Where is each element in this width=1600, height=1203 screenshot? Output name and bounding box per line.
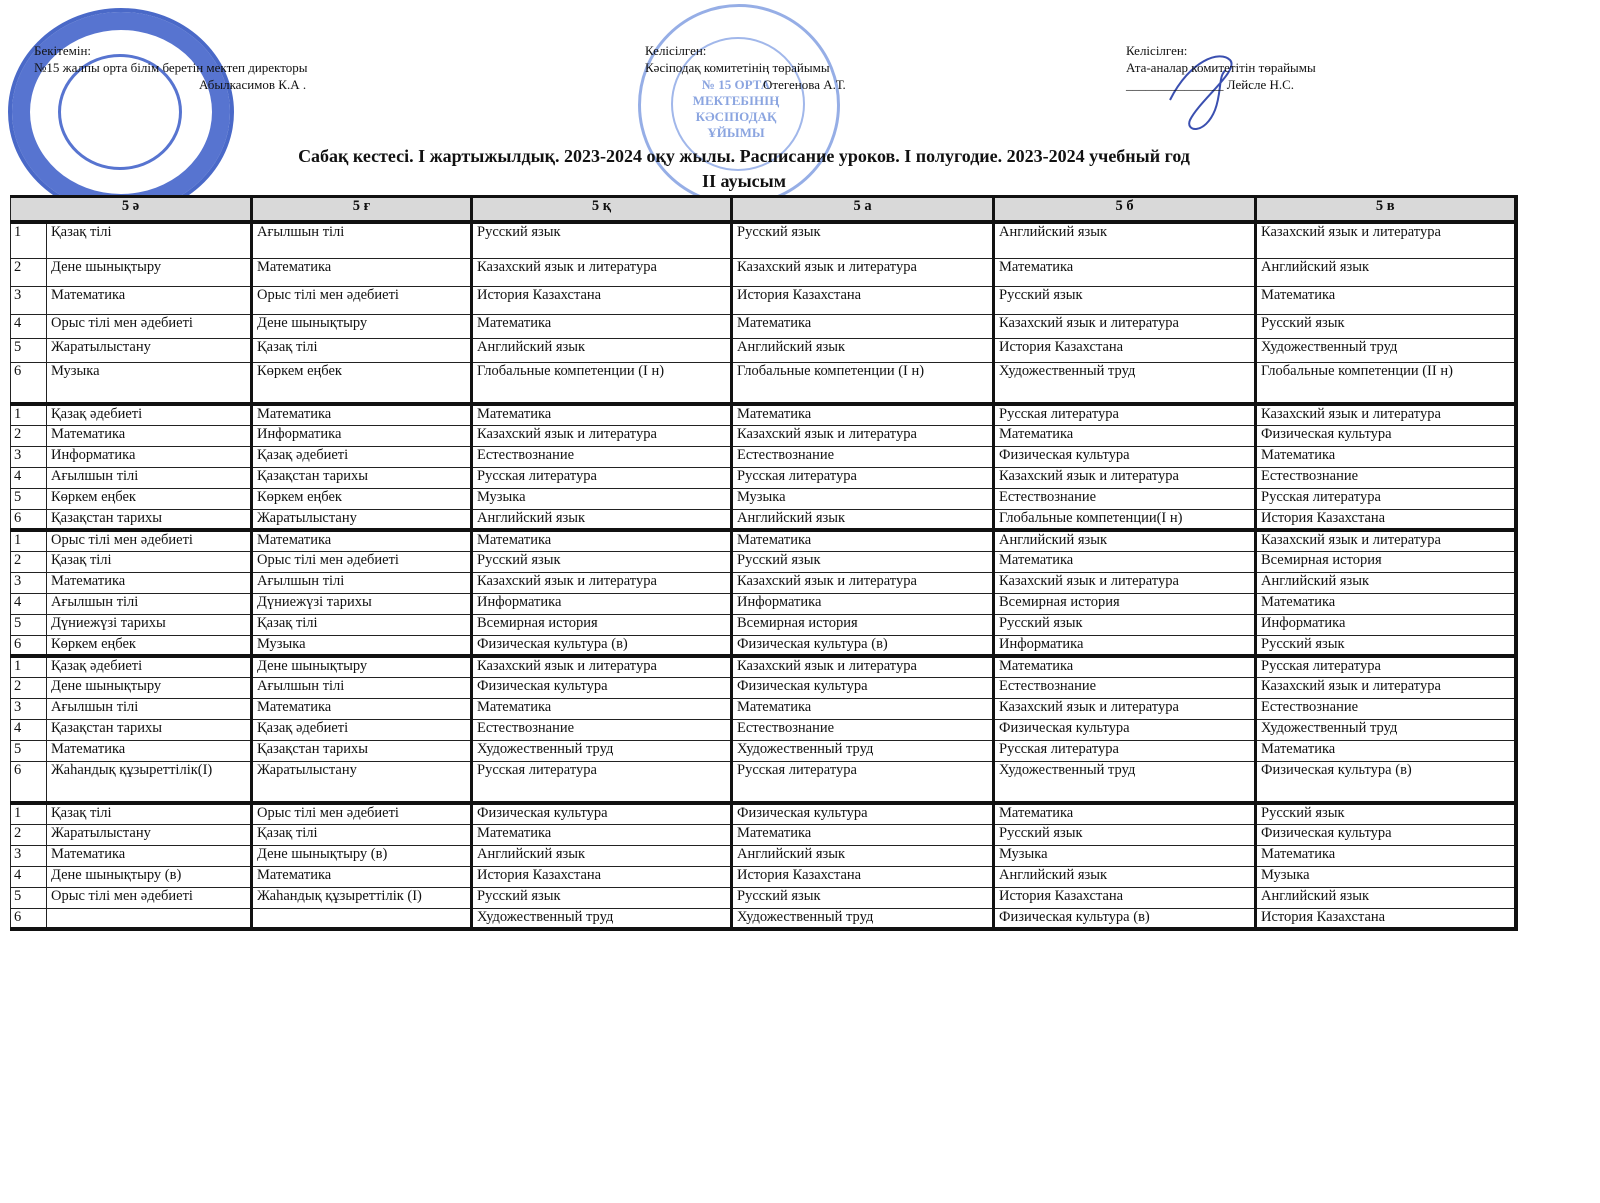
lesson-cell: Естествознание (1256, 467, 1516, 488)
union-seal-text: № 15 ОРТА МЕКТЕБІНІҢ КӘСІПОДАҚ ҰЙЫМЫ (692, 77, 780, 140)
lesson-cell: Английский язык (994, 866, 1256, 887)
lesson-cell: Математика (1256, 593, 1516, 614)
lesson-cell: Казахский язык и литература (732, 425, 994, 446)
lesson-cell: Английский язык (472, 845, 732, 866)
lesson-cell: Глобальные компетенции (I н) (472, 362, 732, 404)
lesson-cell: Математика (732, 314, 994, 338)
table-row (11, 677, 1516, 698)
lesson-cell: Қазақ тілі (47, 222, 252, 258)
lesson-number-cell: 6 (11, 509, 47, 530)
table-row (11, 908, 1516, 929)
lesson-cell: Қазақ тілі (252, 614, 472, 635)
lesson-cell: Математика (994, 656, 1256, 677)
lesson-cell: Русский язык (472, 887, 732, 908)
lesson-cell: Математика (472, 404, 732, 425)
lesson-number-cell: 4 (11, 866, 47, 887)
lesson-cell: Математика (994, 258, 1256, 286)
lesson-cell: Естествознание (994, 488, 1256, 509)
approval-name: Абылкасимов К.А . (199, 77, 307, 92)
lesson-cell: Дүниежүзі тарихы (252, 593, 472, 614)
lesson-cell: Русский язык (994, 286, 1256, 314)
lesson-cell: Английский язык (472, 509, 732, 530)
lesson-cell: Русская литература (472, 467, 732, 488)
lesson-cell: Физическая культура (472, 677, 732, 698)
table-row (11, 845, 1516, 866)
lesson-cell: Дүниежүзі тарихы (47, 614, 252, 635)
lesson-cell: Дене шынықтыру (47, 258, 252, 286)
lesson-cell: Музыка (994, 845, 1256, 866)
lesson-cell: Математика (472, 530, 732, 551)
schedule-body (11, 222, 1516, 929)
column-header: 5 ә (11, 197, 252, 223)
table-row (11, 740, 1516, 761)
lesson-cell: Глобальные компетенции(I н) (994, 509, 1256, 530)
lesson-cell: Математика (252, 698, 472, 719)
lesson-number-cell: 1 (11, 404, 47, 425)
lesson-cell: Всемирная история (1256, 551, 1516, 572)
lesson-cell: Математика (472, 314, 732, 338)
approval-label: Келісілген: (1126, 43, 1188, 58)
lesson-cell: Қазақстан тарихы (47, 509, 252, 530)
lesson-cell: Музыка (732, 488, 994, 509)
lesson-number-cell: 6 (11, 635, 47, 656)
lesson-cell: Физическая культура (в) (994, 908, 1256, 929)
lesson-cell: Ағылшын тілі (252, 572, 472, 593)
lesson-cell: Математика (252, 866, 472, 887)
lesson-cell: История Казахстана (732, 286, 994, 314)
column-header: 5 ғ (252, 197, 472, 223)
lesson-cell: Естествознание (472, 719, 732, 740)
lesson-cell: Математика (1256, 446, 1516, 467)
lesson-number-cell: 4 (11, 314, 47, 338)
lesson-number-cell: 3 (11, 845, 47, 866)
lesson-number-cell: 3 (11, 698, 47, 719)
lesson-cell: Английский язык (732, 845, 994, 866)
approval-block-parents (1126, 42, 1316, 93)
lesson-cell: Математика (1256, 740, 1516, 761)
lesson-cell: Русская литература (732, 761, 994, 803)
lesson-cell: Математика (252, 258, 472, 286)
lesson-cell: Английский язык (994, 530, 1256, 551)
lesson-cell: Математика (732, 404, 994, 425)
lesson-cell: Художественный труд (472, 740, 732, 761)
column-header: 5 в (1256, 197, 1516, 223)
lesson-cell: Физическая культура (в) (472, 635, 732, 656)
lesson-number-cell: 1 (11, 803, 47, 824)
lesson-cell: Математика (1256, 845, 1516, 866)
lesson-cell: Физическая культура (1256, 824, 1516, 845)
lesson-cell: Дене шынықтыру (в) (252, 845, 472, 866)
lesson-cell: Қазақ тілі (47, 803, 252, 824)
lesson-cell: Физическая культура (732, 803, 994, 824)
lesson-cell: Казахский язык и литература (732, 656, 994, 677)
lesson-number-cell: 4 (11, 719, 47, 740)
table-row (11, 803, 1516, 824)
lesson-cell: Казахский язык и литература (472, 425, 732, 446)
lesson-cell: Математика (47, 740, 252, 761)
table-row (11, 362, 1516, 404)
lesson-cell: Жаратылыстану (252, 509, 472, 530)
lesson-number-cell: 5 (11, 740, 47, 761)
lesson-cell: Естествознание (994, 677, 1256, 698)
lesson-cell: Орыс тілі мен әдебиеті (252, 286, 472, 314)
lesson-cell: Русский язык (1256, 314, 1516, 338)
lesson-cell: Музыка (47, 362, 252, 404)
lesson-cell: Физическая культура (в) (732, 635, 994, 656)
lesson-cell: Казахский язык и литература (994, 572, 1256, 593)
table-row (11, 404, 1516, 425)
lesson-cell: Математика (994, 803, 1256, 824)
lesson-number-cell: 1 (11, 656, 47, 677)
lesson-number-cell: 1 (11, 530, 47, 551)
lesson-cell: История Казахстана (472, 866, 732, 887)
lesson-cell: Жаратылыстану (47, 338, 252, 362)
lesson-cell: Математика (47, 572, 252, 593)
table-row (11, 656, 1516, 677)
lesson-cell: Музыка (252, 635, 472, 656)
lesson-cell: Информатика (994, 635, 1256, 656)
table-row (11, 314, 1516, 338)
lesson-cell: Дене шынықтыру (47, 677, 252, 698)
approval-block-union (645, 42, 846, 93)
lesson-cell: История Казахстана (472, 286, 732, 314)
lesson-cell: Русский язык (472, 551, 732, 572)
lesson-cell: Дене шынықтыру (в) (47, 866, 252, 887)
lesson-cell: Русская литература (1256, 488, 1516, 509)
lesson-cell: Математика (252, 530, 472, 551)
lesson-number-cell: 5 (11, 887, 47, 908)
lesson-cell: Қазақ әдебиеті (252, 446, 472, 467)
lesson-number-cell: 2 (11, 824, 47, 845)
lesson-cell: Информатика (252, 425, 472, 446)
lesson-cell: Қазақ әдебиеті (47, 656, 252, 677)
lesson-cell: Информатика (47, 446, 252, 467)
document-title: Сабақ кестесі. I жартыжылдық. 2023-2024 оқу жылы. Расписание уроков. I полугодие. 2023-2024 учебный год (298, 146, 1190, 166)
lesson-cell: Художественный труд (732, 908, 994, 929)
lesson-cell: Информатика (1256, 614, 1516, 635)
schedule-table-container (10, 195, 1515, 931)
lesson-cell: Жаһандық құзыреттілік (I) (252, 887, 472, 908)
table-row (11, 425, 1516, 446)
approval-position: №15 жалпы орта білім беретін мектеп директоры (34, 60, 308, 75)
lesson-number-cell: 5 (11, 614, 47, 635)
lesson-number-cell: 2 (11, 258, 47, 286)
lesson-number-cell: 3 (11, 446, 47, 467)
schedule-table (10, 195, 1518, 931)
table-row (11, 258, 1516, 286)
table-row (11, 467, 1516, 488)
lesson-cell: Көркем еңбек (47, 488, 252, 509)
lesson-number-cell: 5 (11, 488, 47, 509)
lesson-cell: Русский язык (732, 551, 994, 572)
table-row (11, 635, 1516, 656)
lesson-cell: Английский язык (1256, 572, 1516, 593)
lesson-cell: Естествознание (732, 719, 994, 740)
lesson-cell: Русский язык (994, 614, 1256, 635)
lesson-cell: Орыс тілі мен әдебиеті (252, 803, 472, 824)
lesson-cell: Английский язык (994, 222, 1256, 258)
lesson-cell: Художественный труд (732, 740, 994, 761)
lesson-cell: Жаһандық құзыреттілік(I) (47, 761, 252, 803)
lesson-number-cell: 1 (11, 222, 47, 258)
lesson-cell: Дене шынықтыру (252, 314, 472, 338)
lesson-cell: Қазақ тілі (252, 338, 472, 362)
lesson-cell: Математика (47, 425, 252, 446)
lesson-number-cell: 4 (11, 593, 47, 614)
lesson-cell: Художественный труд (1256, 338, 1516, 362)
lesson-cell: Казахский язык и литература (994, 314, 1256, 338)
lesson-cell: История Казахстана (1256, 509, 1516, 530)
table-row (11, 551, 1516, 572)
lesson-cell: Английский язык (472, 338, 732, 362)
column-header: 5 қ (472, 197, 732, 223)
lesson-number-cell: 6 (11, 362, 47, 404)
lesson-cell: Русская литература (732, 467, 994, 488)
lesson-cell: Математика (47, 286, 252, 314)
lesson-cell: Глобальные компетенции (I н) (732, 362, 994, 404)
lesson-cell: Естествознание (1256, 698, 1516, 719)
lesson-cell: Казахский язык и литература (1256, 677, 1516, 698)
lesson-cell: Математика (994, 551, 1256, 572)
table-header-row (11, 197, 1516, 223)
lesson-number-cell: 2 (11, 551, 47, 572)
lesson-cell: Ағылшын тілі (47, 467, 252, 488)
lesson-cell: Орыс тілі мен әдебиеті (252, 551, 472, 572)
lesson-cell: Информатика (472, 593, 732, 614)
lesson-number-cell: 3 (11, 286, 47, 314)
lesson-cell: Русская литература (472, 761, 732, 803)
lesson-cell: Казахский язык и литература (1256, 530, 1516, 551)
lesson-cell: История Казахстана (994, 338, 1256, 362)
column-header: 5 а (732, 197, 994, 223)
lesson-cell: Орыс тілі мен әдебиеті (47, 887, 252, 908)
table-row (11, 338, 1516, 362)
lesson-cell: История Казахстана (1256, 908, 1516, 929)
lesson-cell: Ағылшын тілі (47, 593, 252, 614)
lesson-cell: Қазақстан тарихы (252, 467, 472, 488)
lesson-cell: Көркем еңбек (252, 488, 472, 509)
lesson-cell: Художественный труд (472, 908, 732, 929)
lesson-cell: Қазақ әдебиеті (252, 719, 472, 740)
lesson-cell: Дене шынықтыру (252, 656, 472, 677)
lesson-cell: Математика (994, 425, 1256, 446)
lesson-cell: Математика (1256, 286, 1516, 314)
lesson-cell: Математика (732, 824, 994, 845)
table-row (11, 446, 1516, 467)
document-subtitle: II ауысым (702, 171, 786, 191)
table-row (11, 488, 1516, 509)
lesson-number-cell: 5 (11, 338, 47, 362)
lesson-cell (252, 908, 472, 929)
lesson-cell: Математика (732, 698, 994, 719)
lesson-cell: Көркем еңбек (47, 635, 252, 656)
lesson-cell: Жаратылыстану (47, 824, 252, 845)
lesson-cell: Казахский язык и литература (994, 467, 1256, 488)
lesson-cell: Русский язык (1256, 635, 1516, 656)
lesson-cell: Казахский язык и литература (994, 698, 1256, 719)
table-row (11, 719, 1516, 740)
lesson-cell: Математика (472, 698, 732, 719)
approval-name: Отегенова А.Т. (763, 77, 846, 92)
lesson-cell: Естествознание (472, 446, 732, 467)
table-row (11, 509, 1516, 530)
lesson-cell: Қазақстан тарихы (47, 719, 252, 740)
lesson-cell: История Казахстана (732, 866, 994, 887)
table-row (11, 222, 1516, 258)
lesson-cell: Физическая культура (472, 803, 732, 824)
lesson-cell: Музыка (1256, 866, 1516, 887)
lesson-cell: Информатика (732, 593, 994, 614)
lesson-cell: Казахский язык и литература (472, 572, 732, 593)
lesson-cell: Математика (252, 404, 472, 425)
lesson-cell: Қазақ тілі (252, 824, 472, 845)
lesson-cell: Казахский язык и литература (472, 656, 732, 677)
lesson-cell: Физическая культура (732, 677, 994, 698)
approval-name: _______________ Лейсле Н.С. (1126, 77, 1295, 92)
lesson-cell: Английский язык (1256, 258, 1516, 286)
table-row (11, 761, 1516, 803)
lesson-cell: Художественный труд (994, 362, 1256, 404)
lesson-cell: Ағылшын тілі (47, 698, 252, 719)
lesson-cell: Английский язык (1256, 887, 1516, 908)
lesson-cell: Физическая культура (994, 446, 1256, 467)
lesson-cell: Английский язык (732, 509, 994, 530)
approval-block-director (34, 42, 307, 93)
lesson-cell: Қазақ әдебиеті (47, 404, 252, 425)
lesson-cell: Көркем еңбек (252, 362, 472, 404)
table-row (11, 572, 1516, 593)
lesson-cell: Физическая культура (1256, 425, 1516, 446)
lesson-cell: Русская литература (994, 404, 1256, 425)
lesson-cell: Музыка (472, 488, 732, 509)
lesson-cell: Русский язык (472, 222, 732, 258)
lesson-cell: Жаратылыстану (252, 761, 472, 803)
lesson-number-cell: 3 (11, 572, 47, 593)
table-row (11, 593, 1516, 614)
lesson-cell: Английский язык (732, 338, 994, 362)
lesson-cell: Русский язык (994, 824, 1256, 845)
lesson-cell: Русский язык (1256, 803, 1516, 824)
lesson-cell: Русский язык (732, 222, 994, 258)
lesson-cell (47, 908, 252, 929)
lesson-number-cell: 2 (11, 677, 47, 698)
lesson-cell: Орыс тілі мен әдебиеті (47, 530, 252, 551)
lesson-cell: Математика (732, 530, 994, 551)
lesson-cell: Ағылшын тілі (252, 222, 472, 258)
lesson-cell: Математика (47, 845, 252, 866)
table-row (11, 530, 1516, 551)
lesson-number-cell: 4 (11, 467, 47, 488)
lesson-cell: Физическая культура (в) (1256, 761, 1516, 803)
table-row (11, 614, 1516, 635)
lesson-cell: Ағылшын тілі (252, 677, 472, 698)
lesson-cell: Казахский язык и литература (732, 572, 994, 593)
lesson-cell: Казахский язык и литература (1256, 222, 1516, 258)
lesson-cell: Глобальные компетенции (II н) (1256, 362, 1516, 404)
lesson-cell: Художественный труд (994, 761, 1256, 803)
lesson-cell: Русская литература (1256, 656, 1516, 677)
table-row (11, 866, 1516, 887)
lesson-cell: Казахский язык и литература (1256, 404, 1516, 425)
lesson-cell: Казахский язык и литература (472, 258, 732, 286)
table-row (11, 286, 1516, 314)
lesson-cell: История Казахстана (994, 887, 1256, 908)
lesson-cell: Естествознание (732, 446, 994, 467)
lesson-cell: Орыс тілі мен әдебиеті (47, 314, 252, 338)
lesson-cell: Русский язык (732, 887, 994, 908)
approval-position: Кәсіподақ комитетінің төрайымы (645, 60, 830, 75)
lesson-cell: Казахский язык и литература (732, 258, 994, 286)
lesson-cell: Художественный труд (1256, 719, 1516, 740)
lesson-cell: Физическая культура (994, 719, 1256, 740)
lesson-number-cell: 2 (11, 425, 47, 446)
lesson-cell: Всемирная история (472, 614, 732, 635)
table-row (11, 824, 1516, 845)
lesson-cell: Математика (472, 824, 732, 845)
approval-label: Бекітемін: (34, 43, 92, 58)
approval-label: Келісілген: (645, 43, 707, 58)
lesson-cell: Русская литература (994, 740, 1256, 761)
lesson-cell: Қазақ тілі (47, 551, 252, 572)
column-header: 5 б (994, 197, 1256, 223)
lesson-cell: Всемирная история (994, 593, 1256, 614)
approval-position: Ата-аналар комитетітін төрайымы (1126, 60, 1316, 75)
lesson-cell: Всемирная история (732, 614, 994, 635)
lesson-cell: Қазақстан тарихы (252, 740, 472, 761)
lesson-number-cell: 6 (11, 761, 47, 803)
table-row (11, 887, 1516, 908)
lesson-number-cell: 6 (11, 908, 47, 929)
table-row (11, 698, 1516, 719)
